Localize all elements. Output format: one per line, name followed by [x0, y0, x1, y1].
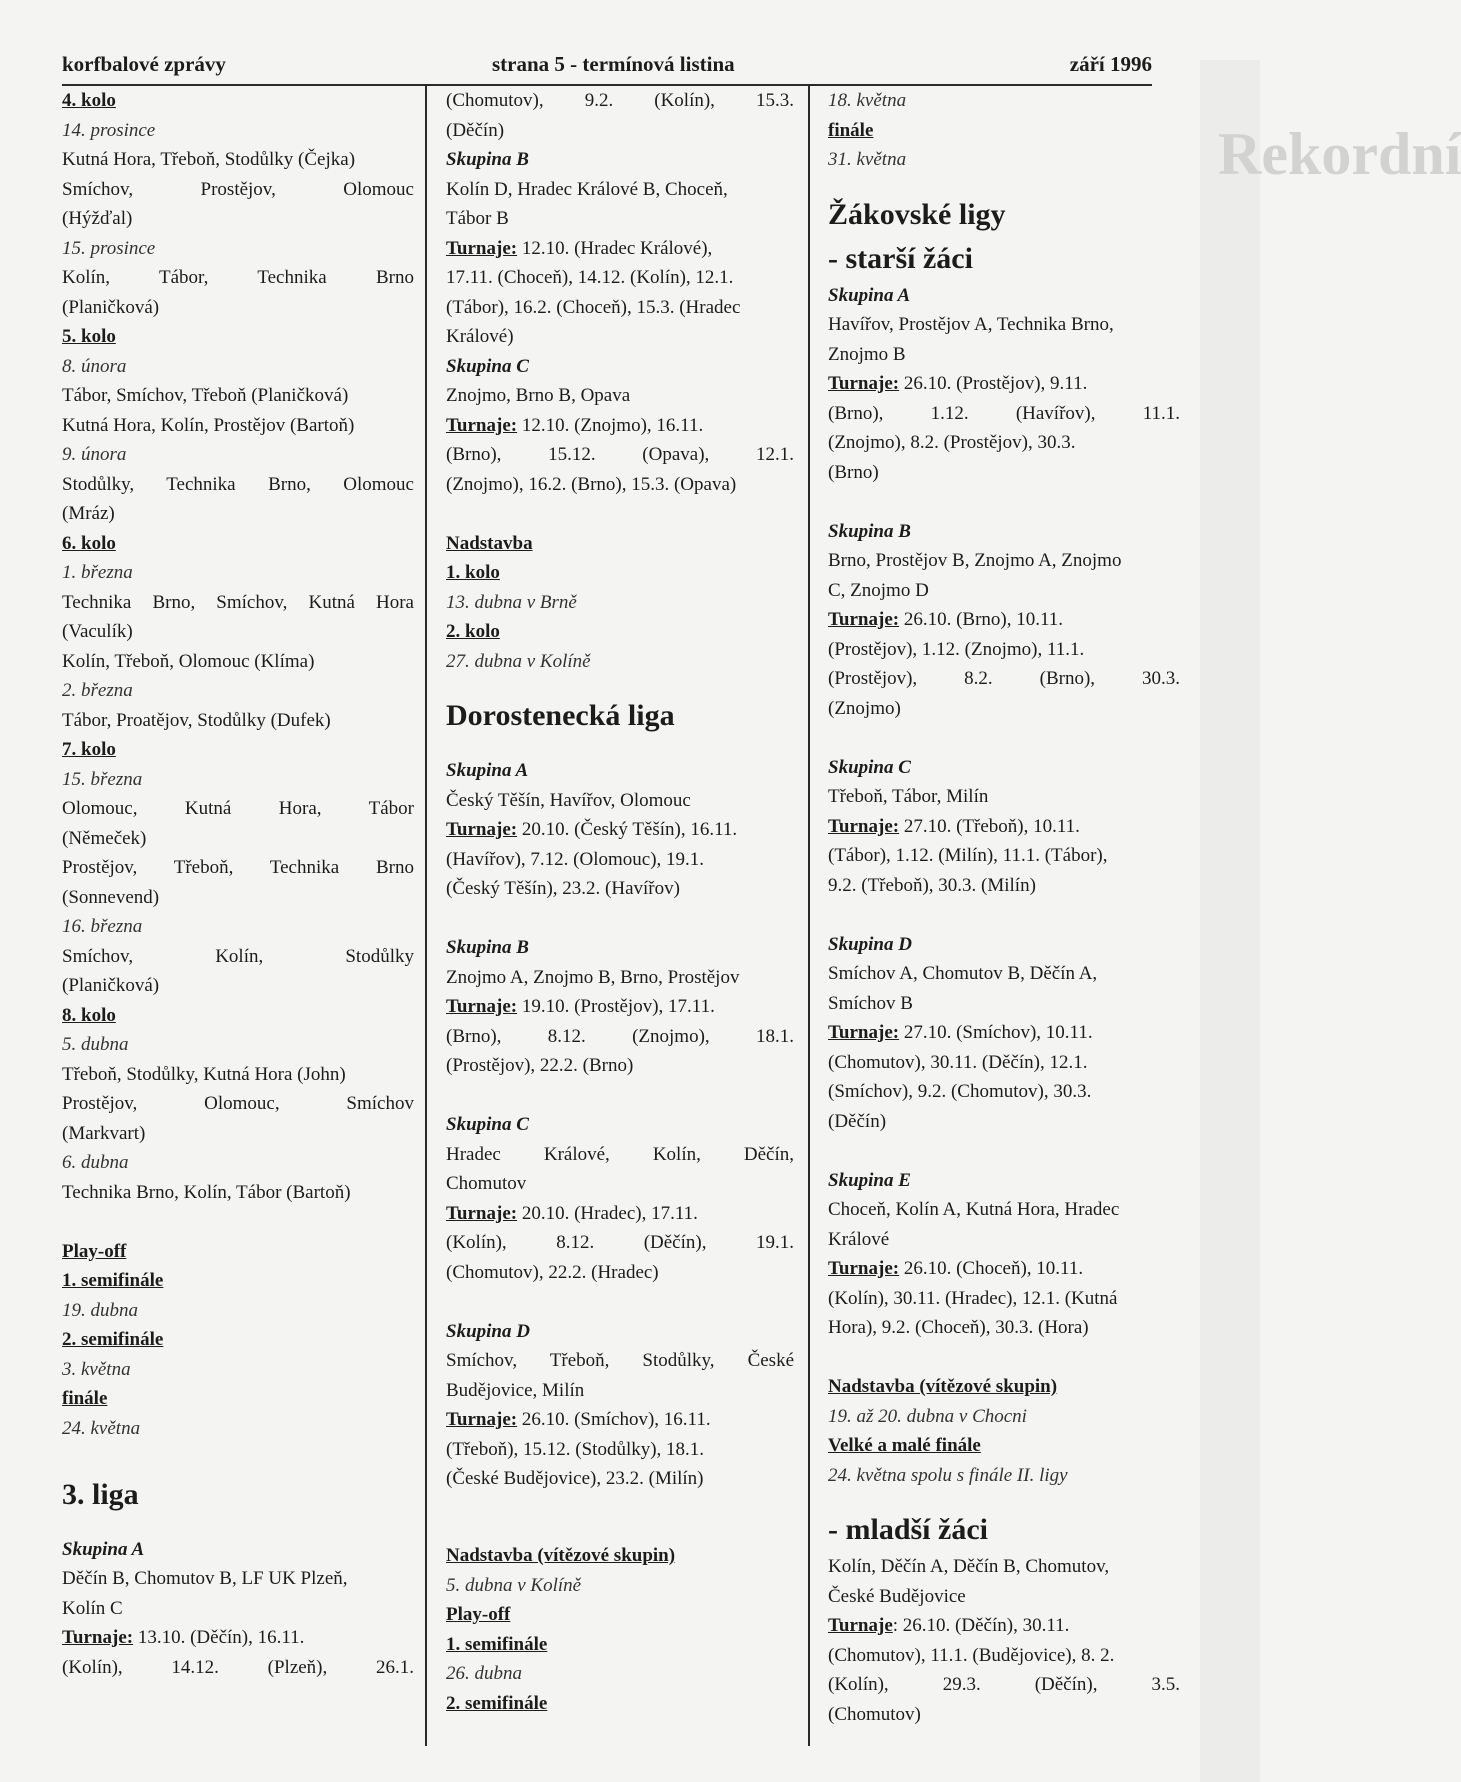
match-date: 15. prosince — [62, 237, 156, 259]
group-teams: Budějovice, Milín — [446, 1379, 585, 1401]
tournament-line: Turnaje: 12.10. (Hradec Králové), — [446, 237, 713, 259]
tournament-line: Turnaje: 27.10. (Smíchov), 10.11. — [828, 1022, 1093, 1043]
tournament-label: Turnaje: — [62, 1627, 134, 1648]
tournament-line: Turnaje: 27.10. (Třeboň), 10.11. — [828, 815, 1080, 837]
match-date: 8. února — [62, 355, 127, 377]
tournament-line: (Znojmo), 8.2. (Prostějov), 30.3. — [828, 432, 1076, 453]
tournament-line: (Chomutov), 9.2. (Kolín), 15.3. — [446, 90, 794, 111]
tournament-line: (Brno), 8.12. (Znojmo), 18.1. — [446, 1025, 794, 1047]
round-heading: 5. kolo — [62, 326, 116, 347]
match-date: 31. května — [828, 149, 907, 170]
column-3 — [828, 86, 1180, 1729]
tournament-label: Turnaje: — [446, 237, 518, 259]
match-date: 13. dubna v Brně — [446, 591, 577, 613]
section-heading: Žákovské ligy — [828, 197, 1006, 231]
fixture-line: Stodůlky, Technika Brno, Olomouc — [62, 473, 414, 495]
section-subheading: Nadstavba (vítězové skupin) — [446, 1545, 676, 1566]
group-teams: Znojmo, Brno B, Opava — [446, 385, 631, 406]
tournament-line: (Havířov), 7.12. (Olomouc), 19.1. — [446, 848, 705, 870]
group-teams: Smíchov A, Chomutov B, Děčín A, — [828, 963, 1098, 984]
round-heading: 2. semifinále — [62, 1329, 164, 1350]
tournament-line: Turnaje: 19.10. (Prostějov), 17.11. — [446, 996, 715, 1017]
fixture-line: (Mráz) — [62, 503, 115, 524]
match-date: 5. dubna — [62, 1034, 129, 1055]
fixture-line: Smíchov, Prostějov, Olomouc — [62, 178, 414, 200]
tournament-line: Turnaje: 26.10. (Prostějov), 9.11. — [828, 373, 1088, 394]
group-teams: Třeboň, Tábor, Milín — [828, 786, 989, 807]
group-teams: Králové — [828, 1228, 890, 1250]
tournament-label: Turnaje: — [828, 373, 900, 394]
group-teams: Znojmo B — [828, 343, 906, 365]
tournament-label: Turnaje: — [446, 996, 518, 1017]
match-date: 15. března — [62, 768, 143, 790]
fixture-line: Kolín, Třeboň, Olomouc (Klíma) — [62, 650, 315, 672]
group-teams: Smíchov B — [828, 992, 913, 1014]
tournament-line: (Chomutov) — [828, 1703, 921, 1725]
tournament-line: (Prostějov), 8.2. (Brno), 30.3. — [828, 668, 1180, 689]
section-subheading: - starší žáci — [828, 241, 973, 275]
fixture-line: Třeboň, Stodůlky, Kutná Hora (John) — [62, 1063, 346, 1085]
group-heading: Skupina E — [828, 1169, 911, 1191]
fixture-line: Kutná Hora, Třeboň, Stodůlky (Čejka) — [62, 149, 356, 170]
fixture-line: Kolín, Tábor, Technika Brno — [62, 267, 414, 288]
issue-date: září 1996 — [1069, 52, 1152, 76]
group-teams: Kolín, Děčín A, Děčín B, Chomutov, — [828, 1556, 1110, 1577]
tournament-line: (Děčín) — [446, 119, 505, 141]
fixture-line: Olomouc, Kutná Hora, Tábor — [62, 798, 414, 819]
group-teams: C, Znojmo D — [828, 579, 929, 601]
group-teams: Brno, Prostějov B, Znojmo A, Znojmo — [828, 550, 1122, 571]
tournament-line: Turnaje: 12.10. (Znojmo), 16.11. — [446, 414, 704, 436]
match-date: 16. března — [62, 916, 143, 937]
group-teams: České Budějovice — [828, 1585, 966, 1607]
group-heading: Skupina B — [446, 937, 529, 958]
tournament-label: Turnaje: — [828, 1022, 900, 1043]
group-heading: Skupina B — [828, 520, 911, 542]
tournament-line: Turnaje: 13.10. (Děčín), 16.11. — [62, 1627, 305, 1648]
tournament-label: Turnaje: — [446, 819, 518, 840]
group-teams: Český Těšín, Havířov, Olomouc — [446, 789, 691, 811]
tournament-line: Hora), 9.2. (Choceň), 30.3. (Hora) — [828, 1317, 1089, 1338]
tournament-line: (Znojmo), 16.2. (Brno), 15.3. (Opava) — [446, 473, 737, 495]
tournament-line: Turnaje: 26.10. (Smíchov), 16.11. — [446, 1409, 711, 1430]
tournament-line: (Brno), 15.12. (Opava), 12.1. — [446, 444, 794, 465]
tournament-line: Králové) — [446, 326, 514, 347]
match-date: 18. května — [828, 90, 907, 111]
group-teams: Děčín B, Chomutov B, LF UK Plzeň, — [62, 1568, 348, 1589]
round-heading: Velké a malé finále — [828, 1435, 981, 1456]
tournament-line: (Český Těšín), 23.2. (Havířov) — [446, 878, 680, 899]
fixture-line: (Vaculík) — [62, 621, 133, 642]
match-date: 14. prosince — [62, 119, 156, 141]
match-date: 19. až 20. dubna v Chocni — [828, 1405, 1027, 1427]
group-teams: Choceň, Kolín A, Kutná Hora, Hradec — [828, 1199, 1120, 1220]
group-teams: Hradec Králové, Kolín, Děčín, — [446, 1143, 794, 1165]
group-teams: Tábor B — [446, 208, 509, 229]
match-date: 3. května — [62, 1358, 131, 1380]
match-date: 24. května — [62, 1417, 141, 1439]
tournament-line: (Třeboň), 15.12. (Stodůlky), 18.1. — [446, 1438, 705, 1460]
tournament-line: 17.11. (Choceň), 14.12. (Kolín), 12.1. — [446, 267, 734, 288]
column-divider — [808, 86, 810, 1746]
tournament-label: Turnaje: — [828, 1258, 900, 1279]
round-heading: 1. kolo — [446, 562, 500, 583]
group-teams: Kolín C — [62, 1597, 123, 1619]
fixture-line: (Planičková) — [62, 296, 160, 318]
group-teams: Smíchov, Třeboň, Stodůlky, České — [446, 1350, 794, 1371]
fixture-line: Kutná Hora, Kolín, Prostějov (Bartoň) — [62, 414, 355, 436]
tournament-line: Turnaje: 20.10. (Hradec), 17.11. — [446, 1202, 698, 1224]
round-heading: 1. semifinále — [446, 1633, 548, 1655]
tournament-label: Turnaje: — [446, 1202, 518, 1224]
tournament-line: (Kolín), 14.12. (Plzeň), 26.1. — [62, 1656, 414, 1678]
tournament-line: (Brno), 1.12. (Havířov), 11.1. — [828, 402, 1180, 424]
group-teams: Znojmo A, Znojmo B, Brno, Prostějov — [446, 966, 740, 988]
tournament-label: Turnaje: — [446, 1409, 518, 1430]
round-heading: 4. kolo — [62, 90, 116, 111]
fixture-line: Technika Brno, Kolín, Tábor (Bartoň) — [62, 1181, 351, 1203]
tournament-line: (Tábor), 16.2. (Choceň), 15.3. (Hradec — [446, 296, 741, 318]
group-heading: Skupina B — [446, 149, 529, 170]
column-2 — [446, 86, 794, 1718]
tournament-label: Turnaje — [828, 1615, 893, 1636]
match-date: 1. března — [62, 562, 133, 583]
tournament-label: Turnaje: — [446, 414, 518, 436]
section-heading: - mladší žáci — [828, 1513, 988, 1546]
round-heading: 6. kolo — [62, 532, 116, 554]
tournament-line: (Znojmo) — [828, 697, 901, 719]
match-date: 2. března — [62, 680, 133, 701]
round-heading: 1. semifinále — [62, 1270, 164, 1291]
tournament-line: (Kolín), 30.11. (Hradec), 12.1. (Kutná — [828, 1287, 1118, 1309]
group-teams: Kolín D, Hradec Králové B, Choceň, — [446, 178, 728, 200]
tournament-line: (Prostějov), 22.2. (Brno) — [446, 1055, 634, 1076]
fixture-line: Tábor, Proatějov, Stodůlky (Dufek) — [62, 709, 331, 731]
page-number-title: strana 5 - termínová listina — [492, 52, 735, 76]
match-date: 9. února — [62, 444, 127, 465]
tournament-line: 9.2. (Třeboň), 30.3. (Milín) — [828, 874, 1036, 896]
playoff-heading: Play-off — [446, 1604, 511, 1625]
group-heading: Skupina D — [446, 1320, 530, 1342]
tournament-line: (Děčín) — [828, 1110, 887, 1132]
column-divider — [425, 86, 427, 1746]
round-heading: 7. kolo — [62, 739, 116, 760]
fixture-line: Technika Brno, Smíchov, Kutná Hora — [62, 591, 414, 613]
section-heading: Dorostenecká liga — [446, 699, 675, 732]
group-heading: Skupina A — [62, 1538, 145, 1560]
fixture-line: (Planičková) — [62, 975, 160, 996]
tournament-line: (Chomutov), 22.2. (Hradec) — [446, 1261, 659, 1283]
section-heading: 3. liga — [62, 1477, 139, 1511]
fixture-line: Smíchov, Kolín, Stodůlky — [62, 945, 414, 967]
round-heading: finále — [828, 119, 874, 141]
group-heading: Skupina C — [828, 756, 911, 778]
tournament-line: (Prostějov), 1.12. (Znojmo), 11.1. — [828, 638, 1085, 660]
fixture-line: (Němeček) — [62, 827, 147, 849]
match-date: 26. dubna — [446, 1663, 522, 1684]
round-heading: 8. kolo — [62, 1004, 116, 1026]
tournament-line: Turnaje: 26.10. (Brno), 10.11. — [828, 609, 1064, 630]
match-date: 5. dubna v Kolíně — [446, 1574, 582, 1596]
round-heading: 2. kolo — [446, 621, 500, 642]
tournament-line: (Chomutov), 30.11. (Děčín), 12.1. — [828, 1051, 1088, 1073]
group-teams: Chomutov — [446, 1173, 527, 1194]
tournament-line: (Tábor), 1.12. (Milín), 11.1. (Tábor), — [828, 845, 1108, 866]
tournament-line: Turnaje: 26.10. (Děčín), 30.11. — [828, 1615, 1070, 1636]
match-date: 24. května spolu s finále II. ligy — [828, 1464, 1068, 1486]
section-subheading: Nadstavba (vítězové skupin) — [828, 1376, 1058, 1397]
group-heading: Skupina A — [828, 284, 911, 306]
tournament-line: (Brno) — [828, 461, 879, 483]
section-subheading: Nadstavba — [446, 532, 533, 554]
match-date: 19. dubna — [62, 1299, 138, 1321]
column-1 — [62, 86, 414, 1682]
tournament-line: Turnaje: 20.10. (Český Těšín), 16.11. — [446, 819, 738, 840]
group-heading: Skupina A — [446, 760, 529, 781]
fixture-line: (Sonnevend) — [62, 886, 160, 908]
fixture-line: Tábor, Smíchov, Třeboň (Planičková) — [62, 385, 349, 406]
tournament-label: Turnaje: — [828, 609, 900, 630]
round-heading: finále — [62, 1388, 108, 1409]
fixture-line: Prostějov, Olomouc, Smíchov — [62, 1093, 414, 1114]
fixture-line: Prostějov, Třeboň, Technika Brno — [62, 857, 414, 878]
group-teams: Havířov, Prostějov A, Technika Brno, — [828, 314, 1114, 335]
tournament-label: Turnaje: — [828, 815, 900, 837]
tournament-line: (Kolín), 29.3. (Děčín), 3.5. — [828, 1674, 1180, 1695]
tournament-line: (České Budějovice), 23.2. (Milín) — [446, 1468, 704, 1489]
round-heading: 2. semifinále — [446, 1692, 548, 1714]
tournament-line: (Smíchov), 9.2. (Chomutov), 30.3. — [828, 1081, 1092, 1102]
tournament-line: Turnaje: 26.10. (Choceň), 10.11. — [828, 1258, 1084, 1279]
page-header — [62, 44, 1152, 86]
fixture-line: (Markvart) — [62, 1122, 146, 1144]
tournament-line: (Chomutov), 11.1. (Budějovice), 8. 2. — [828, 1644, 1115, 1666]
publication-title: korfbalové zprávy — [62, 52, 226, 76]
match-date: 6. dubna — [62, 1152, 129, 1173]
adjacent-page-text: Rekordní — [1218, 121, 1461, 187]
playoff-heading: Play-off — [62, 1240, 127, 1262]
group-heading: Skupina C — [446, 1114, 529, 1135]
match-date: 27. dubna v Kolíně — [446, 650, 591, 672]
tournament-line: (Kolín), 8.12. (Děčín), 19.1. — [446, 1232, 794, 1253]
group-heading: Skupina C — [446, 355, 529, 377]
fixture-line: (Hýžďal) — [62, 208, 133, 229]
group-heading: Skupina D — [828, 933, 912, 955]
